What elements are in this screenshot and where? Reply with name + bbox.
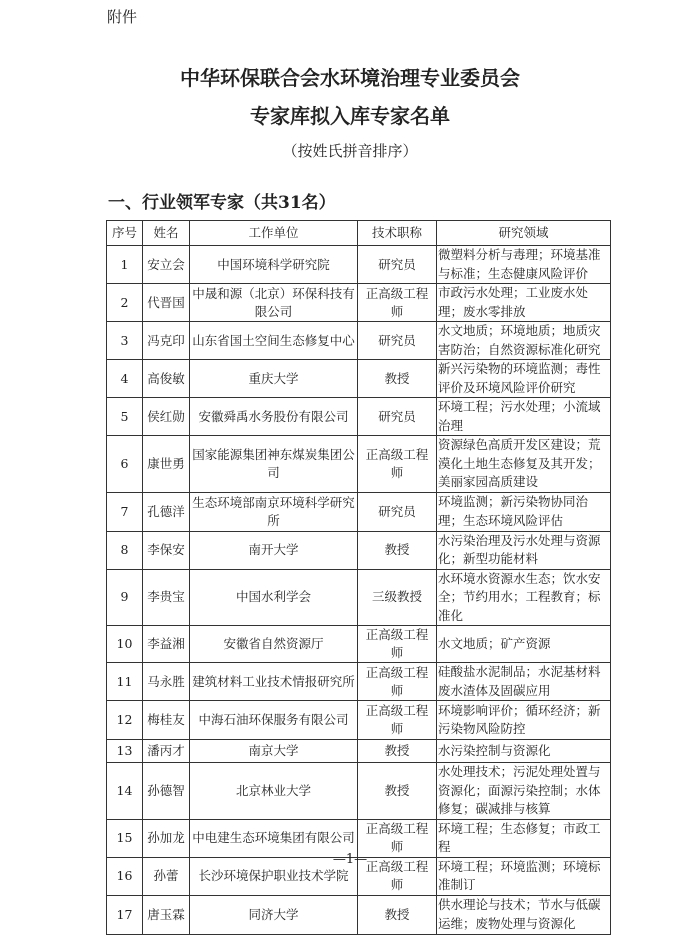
cell-research-field: 水污染控制与资源化 — [437, 740, 611, 763]
cell-title: 研究员 — [358, 246, 437, 284]
cell-organization: 建筑材料工业技术情报研究所 — [190, 663, 358, 701]
cell-title: 三级教授 — [358, 569, 437, 626]
cell-name: 孙蕾 — [143, 857, 190, 895]
cell-name: 李保安 — [143, 531, 190, 569]
cell-title: 教授 — [358, 360, 437, 398]
table-row — [107, 246, 611, 284]
cell-research-field: 环境工程；环境监测；环境标准制订 — [437, 857, 611, 895]
cell-research-field: 环境影响评价；循环经济；新污染物风险防控 — [437, 701, 611, 740]
cell-name: 康世勇 — [143, 436, 190, 493]
cell-index: 16 — [107, 857, 143, 895]
cell-name: 梅桂友 — [143, 701, 190, 740]
attachment-label: 附件 — [107, 8, 138, 26]
table-row — [107, 360, 611, 398]
table-row — [107, 436, 611, 493]
table-row — [107, 284, 611, 322]
table-row — [107, 492, 611, 531]
cell-title: 教授 — [358, 740, 437, 763]
table-row — [107, 895, 611, 934]
header-title: 技术职称 — [358, 221, 437, 246]
table-row — [107, 663, 611, 701]
cell-index: 12 — [107, 701, 143, 740]
cell-research-field: 资源绿色高质开发区建设；荒漠化土地生态修复及其开发；美丽家园高质建设 — [437, 436, 611, 493]
table-header-row — [107, 221, 611, 246]
table-row — [107, 763, 611, 820]
cell-organization: 山东省国土空间生态修复中心 — [190, 322, 358, 360]
cell-name: 马永胜 — [143, 663, 190, 701]
cell-title: 正高级工程师 — [358, 663, 437, 701]
cell-name: 李益湘 — [143, 626, 190, 663]
cell-title: 正高级工程师 — [358, 819, 437, 857]
cell-organization: 国家能源集团神东煤炭集团公司 — [190, 436, 358, 493]
cell-research-field: 硅酸盐水泥制品；水泥基材料废水渣体及固碳应用 — [437, 663, 611, 701]
cell-organization: 中国环境科学研究院 — [190, 246, 358, 284]
cell-name: 李贵宝 — [143, 569, 190, 626]
table-row — [107, 569, 611, 626]
cell-research-field: 水文地质；矿产资源 — [437, 626, 611, 663]
header-organization: 工作单位 — [190, 221, 358, 246]
cell-index: 6 — [107, 436, 143, 493]
cell-research-field: 供水理论与技术；节水与低碳运维；废物处理与资源化 — [437, 895, 611, 934]
cell-research-field: 环境工程；污水处理；小流域治理 — [437, 398, 611, 436]
cell-name: 潘丙才 — [143, 740, 190, 763]
document-title: 中华环保联合会水环境治理专业委员会 — [180, 66, 520, 90]
cell-title: 教授 — [358, 531, 437, 569]
cell-index: 8 — [107, 531, 143, 569]
cell-organization: 北京林业大学 — [190, 763, 358, 820]
cell-organization: 长沙环境保护职业技术学院 — [190, 857, 358, 895]
header-name: 姓名 — [143, 221, 190, 246]
cell-index: 4 — [107, 360, 143, 398]
cell-index: 11 — [107, 663, 143, 701]
cell-research-field: 环境监测；新污染物协同治理；生态环境风险评估 — [437, 492, 611, 531]
cell-title: 教授 — [358, 763, 437, 820]
cell-index: 5 — [107, 398, 143, 436]
cell-organization: 南开大学 — [190, 531, 358, 569]
cell-organization: 同济大学 — [190, 895, 358, 934]
cell-name: 冯克印 — [143, 322, 190, 360]
table-row — [107, 398, 611, 436]
table-row — [107, 626, 611, 663]
cell-index: 3 — [107, 322, 143, 360]
section-heading: 一、行业领军专家（共31名） — [108, 193, 336, 213]
cell-organization: 生态环境部南京环境科学研究所 — [190, 492, 358, 531]
cell-organization: 中海石油环保服务有限公司 — [190, 701, 358, 740]
cell-index: 1 — [107, 246, 143, 284]
cell-index: 10 — [107, 626, 143, 663]
page-number: —1— — [332, 852, 368, 867]
cell-title: 研究员 — [358, 322, 437, 360]
cell-title: 正高级工程师 — [358, 436, 437, 493]
cell-title: 正高级工程师 — [358, 626, 437, 663]
table-row — [107, 740, 611, 763]
cell-research-field: 水污染治理及污水处理与资源化；新型功能材料 — [437, 531, 611, 569]
cell-index: 17 — [107, 895, 143, 934]
sort-note: （按姓氏拼音排序） — [282, 142, 418, 160]
cell-index: 9 — [107, 569, 143, 626]
header-index: 序号 — [107, 221, 143, 246]
table-row — [107, 531, 611, 569]
cell-research-field: 环境工程；生态修复；市政工程 — [437, 819, 611, 857]
cell-name: 孔德洋 — [143, 492, 190, 531]
expert-table — [106, 220, 611, 935]
cell-research-field: 水文地质；环境地质；地质灾害防治；自然资源标准化研究 — [437, 322, 611, 360]
cell-organization: 中国水利学会 — [190, 569, 358, 626]
cell-name: 安立会 — [143, 246, 190, 284]
cell-name: 代晋国 — [143, 284, 190, 322]
cell-index: 14 — [107, 763, 143, 820]
cell-research-field: 微塑料分析与毒理；环境基准与标准；生态健康风险评价 — [437, 246, 611, 284]
cell-title: 正高级工程师 — [358, 701, 437, 740]
cell-index: 2 — [107, 284, 143, 322]
cell-organization: 中电建生态环境集团有限公司 — [190, 819, 358, 857]
cell-organization: 安徽省自然资源厅 — [190, 626, 358, 663]
cell-title: 研究员 — [358, 492, 437, 531]
cell-title: 教授 — [358, 895, 437, 934]
cell-organization: 重庆大学 — [190, 360, 358, 398]
table-row — [107, 701, 611, 740]
cell-name: 孙加龙 — [143, 819, 190, 857]
cell-title: 正高级工程师 — [358, 857, 437, 895]
header-research-field: 研究领域 — [437, 221, 611, 246]
cell-organization: 中晟和源（北京）环保科技有限公司 — [190, 284, 358, 322]
cell-organization: 安徽舜禹水务股份有限公司 — [190, 398, 358, 436]
cell-index: 13 — [107, 740, 143, 763]
table-row — [107, 322, 611, 360]
cell-index: 7 — [107, 492, 143, 531]
cell-research-field: 水处理技术；污泥处理处置与资源化；面源污染控制；水体修复；碳减排与核算 — [437, 763, 611, 820]
cell-organization: 南京大学 — [190, 740, 358, 763]
cell-name: 孙德智 — [143, 763, 190, 820]
cell-name: 侯红勋 — [143, 398, 190, 436]
cell-name: 唐玉霖 — [143, 895, 190, 934]
cell-name: 高俊敏 — [143, 360, 190, 398]
cell-research-field: 水环境水资源水生态；饮水安全；节约用水；工程教育；标准化 — [437, 569, 611, 626]
cell-index: 15 — [107, 819, 143, 857]
cell-research-field: 市政污水处理；工业废水处理；废水零排放 — [437, 284, 611, 322]
cell-research-field: 新兴污染物的环境监测；毒性评价及环境风险评价研究 — [437, 360, 611, 398]
cell-title: 研究员 — [358, 398, 437, 436]
document-subtitle: 专家库拟入库专家名单 — [250, 104, 450, 128]
cell-title: 正高级工程师 — [358, 284, 437, 322]
